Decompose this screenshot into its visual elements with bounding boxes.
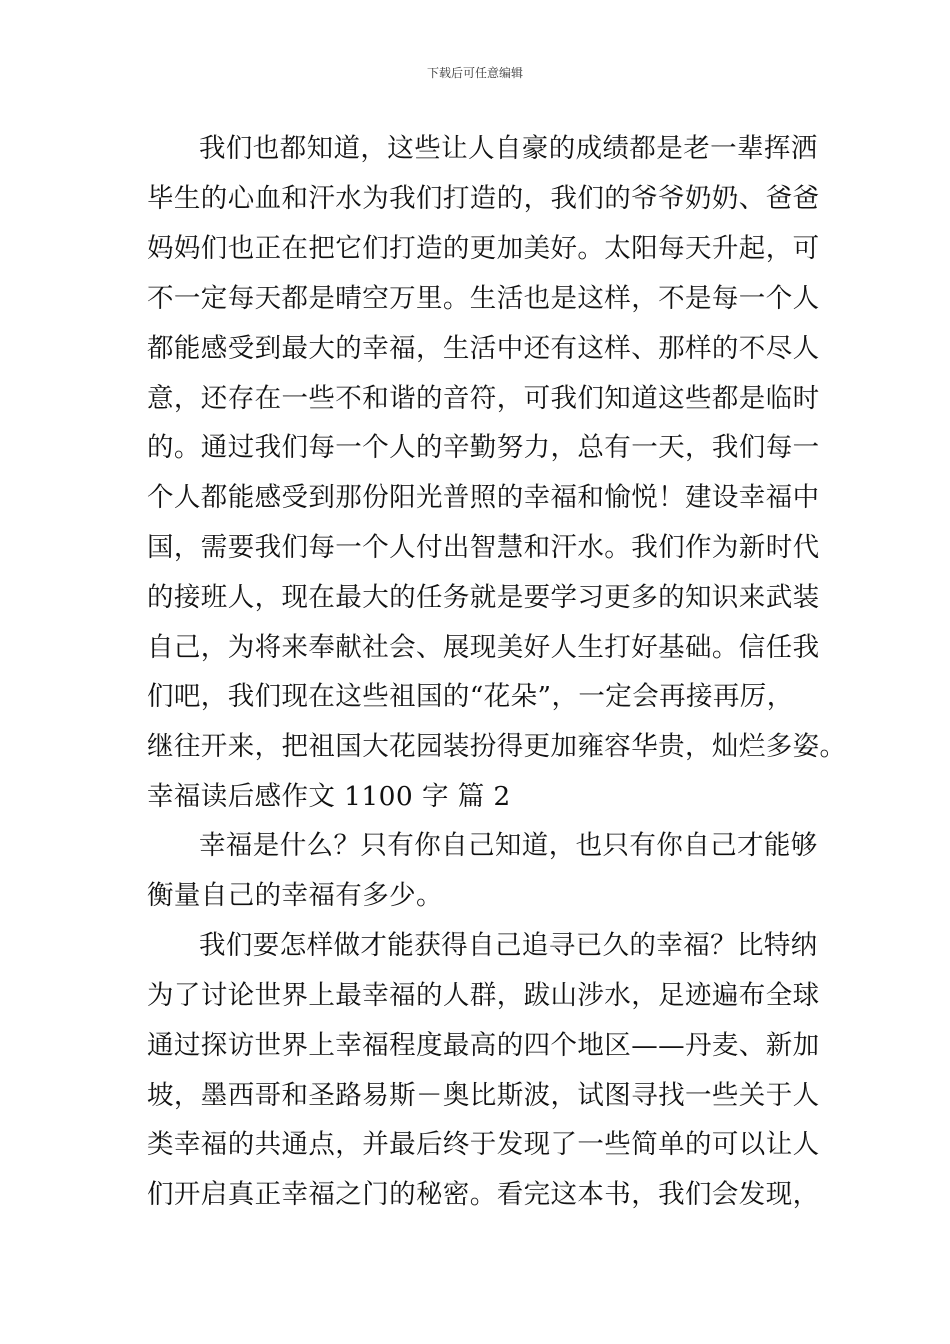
text-line: 们吧，我们现在这些祖国的“花朵”，一定会再接再厉， — [147, 681, 794, 712]
text-line: 毕生的心血和汗水为我们打造的，我们的爷爷奶奶、爸爸 — [147, 183, 820, 214]
text-line: 的接班人，现在最大的任务就是要学习更多的知识来武装 — [147, 582, 820, 613]
text-line: 继往开来，把祖国大花园装扮得更加雍容华贵，灿烂多姿。 — [147, 731, 847, 762]
text-line: 不一定每天都是晴空万里。生活也是这样，不是每一个人 — [147, 283, 820, 314]
text-line: 类幸福的共通点，并最后终于发现了一些简单的可以让人 — [147, 1129, 820, 1160]
section-heading: 幸福读后感作文 1100 字 篇 2 — [147, 781, 511, 812]
text-line: 国，需要我们每一个人付出智慧和汗水。我们作为新时代 — [147, 532, 820, 563]
text-line: 自己，为将来奉献社会、展现美好人生打好基础。信任我 — [147, 632, 820, 663]
page-header: 下载后可任意编辑 — [426, 66, 523, 80]
text-line: 们开启真正幸福之门的秘密。看完这本书，我们会发现， — [147, 1179, 820, 1210]
text-line: 通过探访世界上幸福程度最高的四个地区——丹麦、新加 — [147, 1030, 820, 1061]
text-line: 我们要怎样做才能获得自己追寻已久的幸福？比特纳 — [199, 930, 818, 961]
text-line: 为了讨论世界上最幸福的人群，跋山涉水，足迹遍布全球 — [147, 980, 820, 1011]
text-line: 坡，墨西哥和圣路易斯－奥比斯波，试图寻找一些关于人 — [147, 1080, 820, 1111]
text-line: 妈妈们也正在把它们打造的更加美好。太阳每天升起，可 — [147, 233, 820, 264]
text-line: 我们也都知道，这些让人自豪的成绩都是老一辈挥洒 — [199, 133, 818, 164]
text-line: 幸福是什么？只有你自己知道，也只有你自己才能够 — [199, 830, 818, 861]
text-line: 的。通过我们每一个人的辛勤努力，总有一天，我们每一 — [147, 432, 820, 463]
text-line: 都能感受到最大的幸福，生活中还有这样、那样的不尽人 — [147, 333, 820, 364]
text-line: 个人都能感受到那份阳光普照的幸福和愉悦！建设幸福中 — [147, 482, 820, 513]
text-line: 衡量自己的幸福有多少。 — [147, 880, 443, 911]
text-line: 意，还存在一些不和谐的音符，可我们知道这些都是临时 — [147, 383, 820, 414]
